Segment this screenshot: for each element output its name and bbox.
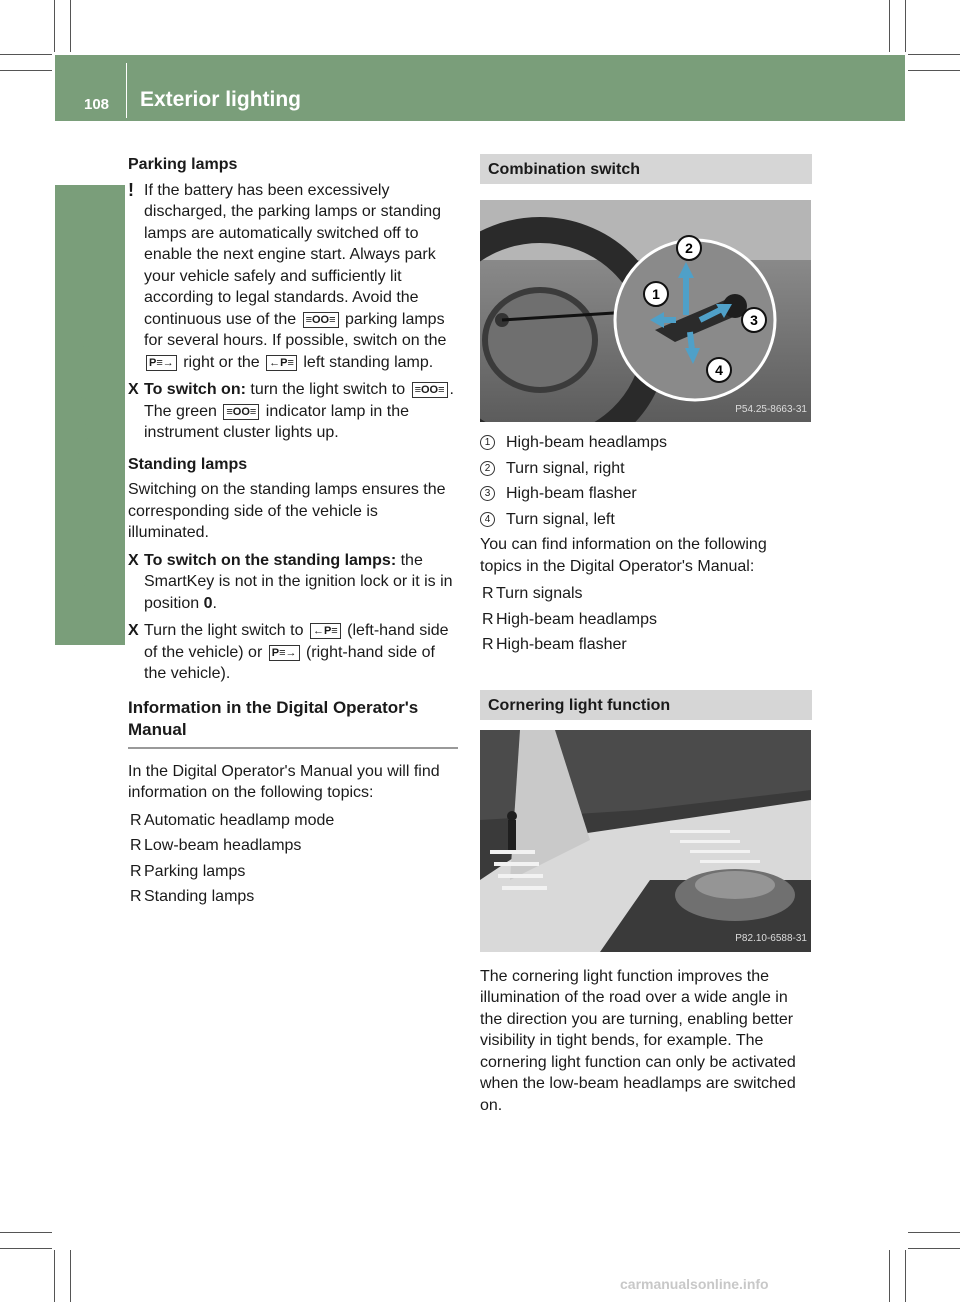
list-item bbox=[480, 583, 812, 605]
callout-3: 3 bbox=[750, 312, 758, 328]
legend-number-icon: 4 bbox=[480, 512, 495, 527]
step-lead: To switch on the standing lamps: bbox=[144, 551, 397, 569]
standing-lamp-left-icon: ←P≡ bbox=[310, 623, 341, 639]
parking-lamp-indicator-icon: ≡OO≡ bbox=[223, 404, 259, 420]
crop-mark bbox=[889, 1250, 890, 1302]
warning-text-1: If the battery has been excessively discharged, the parking lamps or standing lamps are automatically switched off to enable the next engine start. Always park your vehicle safely and sufficiently lit according to legal standards. Avoid the continuous use of the bbox=[144, 181, 442, 328]
warning-text-3: right or the bbox=[183, 353, 260, 371]
list-item-text: Turn signals bbox=[496, 585, 583, 602]
step-text: Turn the light switch to bbox=[144, 622, 304, 639]
bullet-marker-icon: R bbox=[130, 862, 142, 880]
watermark: carmanualsonline.info bbox=[620, 1276, 769, 1292]
warning-text-4: left standing lamp. bbox=[303, 353, 434, 371]
step-text-2: . bbox=[449, 381, 454, 398]
crop-mark bbox=[908, 1248, 960, 1249]
bullet-marker-icon: R bbox=[130, 811, 142, 829]
parking-lamps-heading: Parking lamps bbox=[128, 156, 238, 173]
combination-switch-image bbox=[480, 200, 811, 422]
standing-intro: Switching on the standing lamps ensures the corresponding side of the vehicle is illuminated. bbox=[128, 481, 446, 541]
legend-item bbox=[480, 483, 812, 505]
legend-text: Turn signal, left bbox=[506, 510, 615, 528]
cornering-light-image bbox=[480, 730, 811, 952]
image-code: P82.10-6588-31 bbox=[735, 933, 807, 944]
step-marker-icon: X bbox=[128, 622, 139, 639]
crop-mark bbox=[0, 1232, 52, 1233]
section-title: Exterior lighting bbox=[140, 88, 302, 111]
list-item bbox=[480, 634, 812, 656]
header-divider bbox=[126, 63, 127, 118]
step-text-4: indicator lamp in the instrument cluster lights up. bbox=[144, 402, 409, 441]
legend-number-icon: 1 bbox=[480, 435, 495, 450]
step-lead: To switch on: bbox=[144, 381, 246, 398]
combination-switch-illustration bbox=[480, 200, 811, 422]
image-code: P54.25-8663-31 bbox=[735, 403, 807, 415]
step-standing-1 bbox=[128, 550, 460, 615]
dom-heading: Information in the Digital Operator's Manual bbox=[128, 697, 419, 739]
crop-mark bbox=[0, 70, 52, 71]
left-column bbox=[128, 154, 460, 912]
combo-topic-list bbox=[480, 583, 812, 656]
crop-mark bbox=[70, 0, 71, 52]
crop-mark bbox=[908, 1232, 960, 1233]
parking-lamp-icon: ≡OO≡ bbox=[412, 382, 448, 398]
cornering-light-illustration bbox=[480, 730, 811, 952]
step-text: the SmartKey is not in the ignition lock or it is in position bbox=[144, 551, 453, 612]
standing-lamp-right-icon: P≡→ bbox=[269, 645, 300, 661]
crop-mark bbox=[54, 0, 55, 52]
standing-lamps-heading: Standing lamps bbox=[128, 455, 248, 473]
parking-lamp-icon: ≡OO≡ bbox=[303, 312, 339, 328]
crop-mark bbox=[70, 1250, 71, 1302]
crop-mark bbox=[0, 1248, 52, 1249]
step-marker-icon: X bbox=[128, 381, 139, 398]
legend-number-icon: 3 bbox=[480, 486, 495, 501]
legend-list bbox=[480, 432, 812, 530]
step-text-1: turn the light switch to bbox=[250, 381, 406, 398]
list-item bbox=[128, 861, 460, 883]
warning-text-2: parking lamps for several hours. If possible, switch on the bbox=[144, 310, 447, 349]
legend-item bbox=[480, 458, 812, 480]
page-number: 108 bbox=[84, 96, 110, 113]
cornering-text: The cornering light function improves the illumination of the road over a wide angle in the direction you are turning, enabling better visibility in tight bends, for example. The cornering light function can only be activated when the low-beam headlamps are switched on. bbox=[480, 967, 796, 1114]
callout-4: 4 bbox=[715, 362, 723, 378]
list-item bbox=[128, 810, 460, 832]
list-item-text: High-beam headlamps bbox=[496, 610, 657, 628]
bullet-marker-icon: R bbox=[482, 636, 494, 653]
list-item-text: Automatic headlamp mode bbox=[144, 811, 335, 829]
standing-lamp-left-icon: ←P≡ bbox=[266, 355, 297, 371]
legend-item bbox=[480, 432, 812, 454]
callout-2: 2 bbox=[685, 240, 693, 256]
list-item bbox=[128, 886, 460, 908]
bullet-marker-icon: R bbox=[130, 888, 142, 905]
bullet-marker-icon: R bbox=[482, 610, 494, 628]
crop-mark bbox=[908, 54, 960, 55]
crop-mark bbox=[905, 1250, 906, 1302]
step-text: . bbox=[212, 594, 217, 612]
combination-switch-heading: Combination switch bbox=[480, 154, 812, 184]
combo-info: You can find information on the following topics in the Digital Operator's Manual: bbox=[480, 536, 767, 575]
right-column bbox=[480, 154, 812, 1116]
list-item bbox=[480, 609, 812, 631]
step-switch-on bbox=[128, 379, 460, 444]
crop-mark bbox=[889, 0, 890, 52]
legend-text: High-beam headlamps bbox=[506, 434, 667, 451]
list-item-text: Parking lamps bbox=[144, 862, 246, 880]
standing-lamp-right-icon: P≡→ bbox=[146, 355, 177, 371]
dom-intro: In the Digital Operator's Manual you will find information on the following topics: bbox=[128, 762, 440, 801]
list-item-text: High-beam flasher bbox=[496, 636, 627, 653]
step-text: (right-hand side of the vehicle). bbox=[144, 643, 435, 682]
step-standing-2 bbox=[128, 620, 460, 685]
step-text-3: The green bbox=[144, 402, 217, 420]
legend-number-icon: 2 bbox=[480, 461, 495, 476]
callout-1: 1 bbox=[652, 286, 660, 302]
cornering-heading: Cornering light function bbox=[480, 690, 812, 720]
crop-mark bbox=[905, 0, 906, 52]
list-item-text: Standing lamps bbox=[144, 888, 255, 905]
legend-text: High-beam flasher bbox=[506, 485, 637, 502]
bullet-marker-icon: R bbox=[482, 585, 494, 602]
list-item-text: Low-beam headlamps bbox=[144, 837, 302, 854]
warning-icon: ! bbox=[128, 179, 134, 200]
ignition-position: 0 bbox=[203, 594, 213, 612]
step-text: (left-hand side of the vehicle) or bbox=[144, 622, 449, 661]
side-tab-label: Lights and windshield wipers bbox=[70, 336, 95, 643]
step-marker-icon: X bbox=[128, 551, 139, 569]
warning-block bbox=[128, 180, 460, 374]
list-item bbox=[128, 835, 460, 857]
legend-text: Turn signal, right bbox=[506, 459, 625, 477]
dom-topic-list bbox=[128, 810, 460, 908]
crop-mark bbox=[54, 1250, 55, 1302]
bullet-marker-icon: R bbox=[130, 837, 142, 854]
crop-mark bbox=[0, 54, 52, 55]
legend-item bbox=[480, 509, 812, 531]
crop-mark bbox=[908, 70, 960, 71]
heading-rule bbox=[128, 747, 458, 749]
